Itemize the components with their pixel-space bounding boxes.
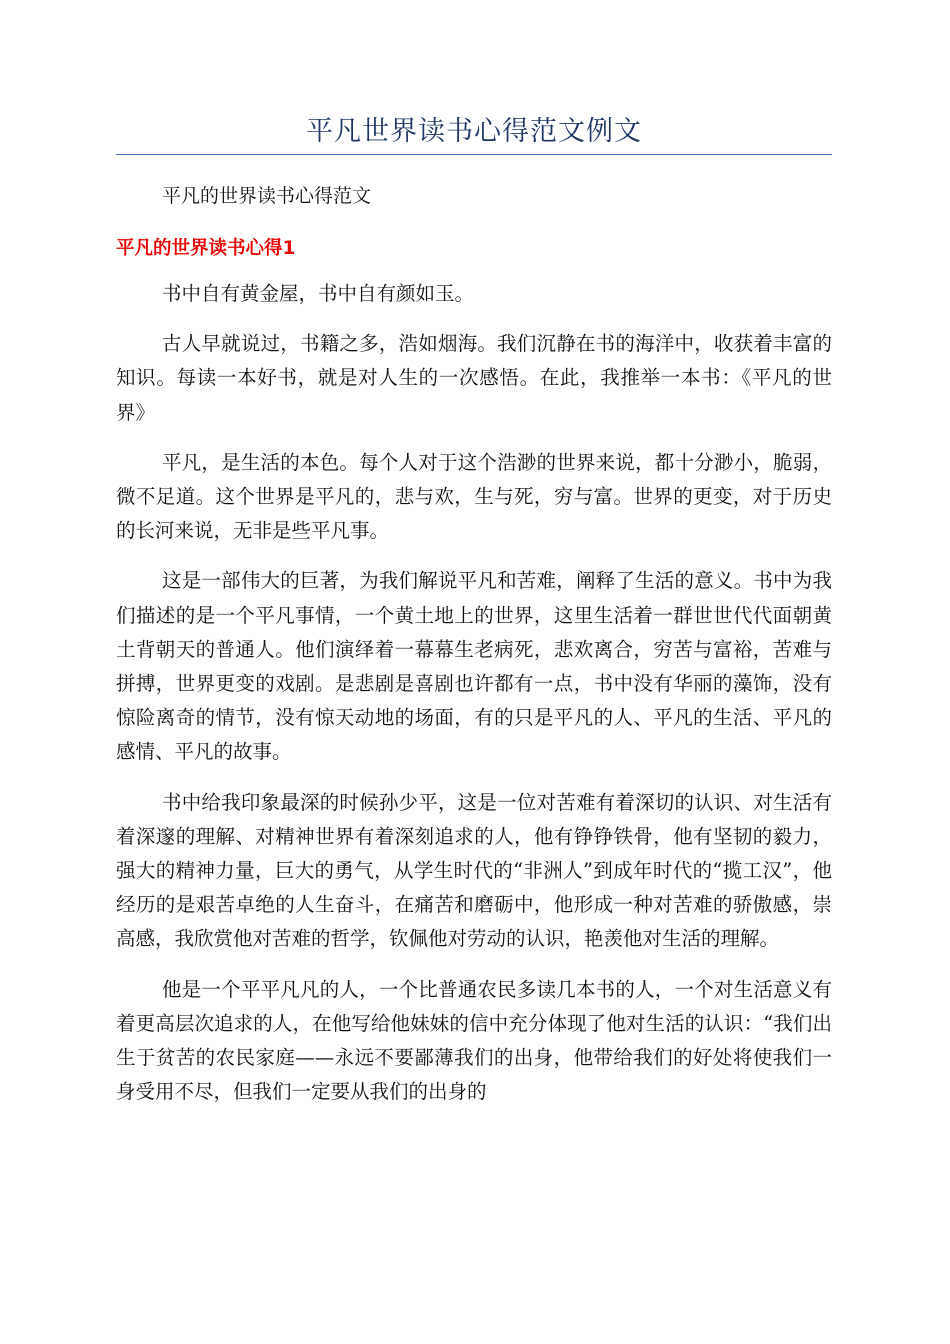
document-subtitle: 平凡的世界读书心得范文: [162, 185, 372, 207]
document-title: 平凡世界读书心得范文例文: [306, 116, 642, 147]
body-text: [116, 277, 832, 1109]
section-heading: 平凡的世界读书心得1: [116, 238, 296, 259]
paragraph-5: 书中给我印象最深的时候孙少平，这是一位对苦难有着深切的认识、对生活有着深邃的理解、对精神世界有着深刻追求的人，他有铮铮铁骨，他有坚韧的毅力，强大的精神力量，巨大的勇气，从学生时代的“非洲人”到成年时代的“揽工汉”，他经历的是艰苦卓绝的人生奋斗，在痛苦和磨砺中，他形成一种对苦难的骄傲感，崇高感，我欣赏他对苦难的哲学，钦佩他对劳动的认识，艳羡他对生活的理解。: [116, 790, 832, 951]
paragraph-4: 这是一部伟大的巨著，为我们解说平凡和苦难，阐释了生活的意义。书中为我们描述的是一个平凡事情，一个黄土地上的世界，这里生活着一群世世代代面朝黄土背朝天的普通人。他们演绎着一幕幕生老病死，悲欢离合，穷苦与富裕，苦难与拼搏，世界更变的戏剧。是悲剧是喜剧也许都有一点，书中没有华丽的藻饰，没有惊险离奇的情节，没有惊天动地的场面，有的只是平凡的人、平凡的生活、平凡的感情、平凡的故事。: [116, 569, 832, 764]
paragraph-6: 他是一个平平凡凡的人，一个比普通农民多读几本书的人，一个对生活意义有着更高层次追求的人，在他写给他妹妹的信中充分体现了他对生活的认识：“我们出生于贫苦的农民家庭——永远不要鄙薄我们的出身，他带给我们的好处将使我们一身受用不尽，但我们一定要从我们的出身的: [116, 977, 832, 1104]
paragraph-3: 平凡，是生活的本色。每个人对于这个浩渺的世界来说，都十分渺小，脆弱，微不足道。这个世界是平凡的，悲与欢，生与死，穷与富。世界的更变，对于历史的长河来说，无非是些平凡事。: [116, 450, 832, 543]
title-underline: [116, 154, 832, 155]
paragraph-2: 古人早就说过，书籍之多，浩如烟海。我们沉静在书的海洋中，收获着丰富的知识。每读一本好书，就是对人生的一次感悟。在此，我推举一本书：《平凡的世界》: [116, 332, 832, 424]
document-page: [116, 0, 832, 1109]
paragraph-1: 书中自有黄金屋，书中自有颜如玉。: [162, 282, 475, 305]
